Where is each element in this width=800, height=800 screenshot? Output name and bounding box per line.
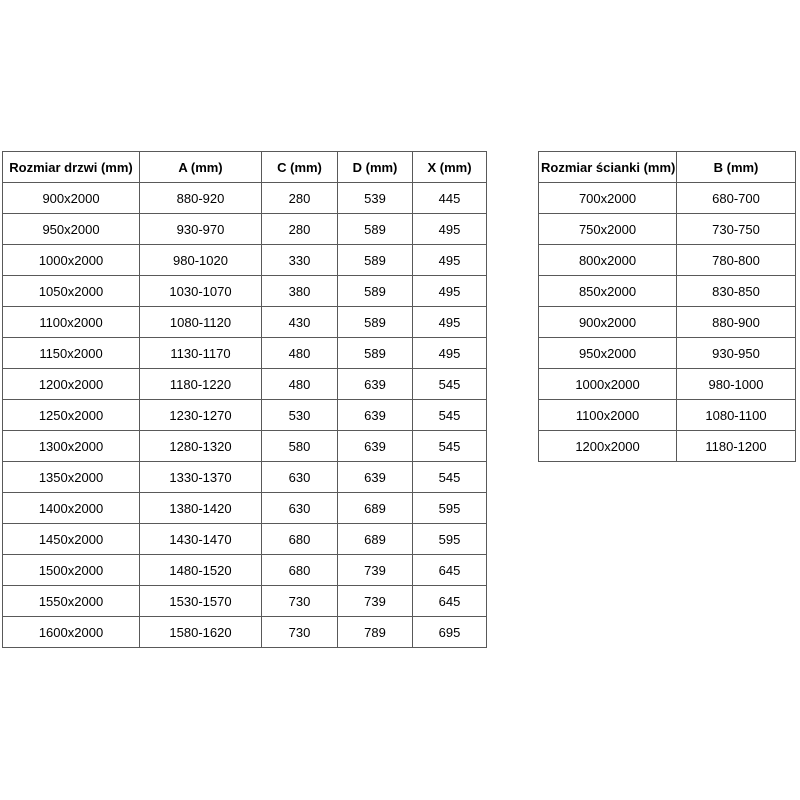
header-cell: X (mm)	[413, 152, 487, 183]
table-cell: 589	[338, 307, 413, 338]
table-cell: 380	[262, 276, 338, 307]
table-row	[3, 338, 487, 369]
table-cell: 730-750	[677, 214, 796, 245]
table-cell: 480	[262, 338, 338, 369]
table-cell: 1000x2000	[3, 245, 140, 276]
table-cell: 645	[413, 586, 487, 617]
table-row	[539, 183, 796, 214]
table-cell: 1200x2000	[3, 369, 140, 400]
header-cell: C (mm)	[262, 152, 338, 183]
table-cell: 1450x2000	[3, 524, 140, 555]
table-cell: 430	[262, 307, 338, 338]
table-row	[3, 183, 487, 214]
table-row	[3, 276, 487, 307]
table-cell: 880-920	[140, 183, 262, 214]
table-cell: 280	[262, 183, 338, 214]
table-cell: 589	[338, 276, 413, 307]
table-cell: 639	[338, 431, 413, 462]
table-row	[539, 400, 796, 431]
table-cell: 800x2000	[539, 245, 677, 276]
table-cell: 545	[413, 462, 487, 493]
table-cell: 495	[413, 307, 487, 338]
table-cell: 1080-1100	[677, 400, 796, 431]
table-cell: 1330-1370	[140, 462, 262, 493]
table-cell: 580	[262, 431, 338, 462]
table-cell: 730	[262, 586, 338, 617]
table-cell: 850x2000	[539, 276, 677, 307]
table-row	[539, 431, 796, 462]
table-cell: 1350x2000	[3, 462, 140, 493]
table-cell: 1130-1170	[140, 338, 262, 369]
table-cell: 589	[338, 214, 413, 245]
header-cell: B (mm)	[677, 152, 796, 183]
table-cell: 1600x2000	[3, 617, 140, 648]
table-cell: 639	[338, 369, 413, 400]
table-cell: 880-900	[677, 307, 796, 338]
table-cell: 445	[413, 183, 487, 214]
header-cell: Rozmiar ścianki (mm)	[539, 152, 677, 183]
table-cell: 730	[262, 617, 338, 648]
table-cell: 1150x2000	[3, 338, 140, 369]
table-cell: 1000x2000	[539, 369, 677, 400]
table-cell: 980-1020	[140, 245, 262, 276]
table-cell: 1180-1200	[677, 431, 796, 462]
table-cell: 930-950	[677, 338, 796, 369]
table-cell: 1500x2000	[3, 555, 140, 586]
table-cell: 930-970	[140, 214, 262, 245]
table-row	[539, 307, 796, 338]
table-cell: 739	[338, 586, 413, 617]
table-cell: 1300x2000	[3, 431, 140, 462]
table-row	[539, 245, 796, 276]
table-cell: 1480-1520	[140, 555, 262, 586]
table-cell: 545	[413, 400, 487, 431]
table-cell: 530	[262, 400, 338, 431]
table-row	[3, 214, 487, 245]
table-cell: 1200x2000	[539, 431, 677, 462]
table-cell: 950x2000	[539, 338, 677, 369]
table-cell: 780-800	[677, 245, 796, 276]
table-row	[3, 307, 487, 338]
table-cell: 950x2000	[3, 214, 140, 245]
table-cell: 1400x2000	[3, 493, 140, 524]
table-cell: 750x2000	[539, 214, 677, 245]
table-row	[539, 214, 796, 245]
table-cell: 545	[413, 369, 487, 400]
table-cell: 595	[413, 524, 487, 555]
table-cell: 1550x2000	[3, 586, 140, 617]
header-row	[539, 152, 796, 183]
table-row	[3, 369, 487, 400]
table-cell: 695	[413, 617, 487, 648]
table-cell: 545	[413, 431, 487, 462]
door-sizes-table	[2, 151, 487, 648]
table-cell: 680-700	[677, 183, 796, 214]
table-cell: 639	[338, 462, 413, 493]
table-cell: 1180-1220	[140, 369, 262, 400]
table-cell: 589	[338, 245, 413, 276]
table-row	[3, 617, 487, 648]
table-row	[539, 369, 796, 400]
table-cell: 495	[413, 245, 487, 276]
table-cell: 1230-1270	[140, 400, 262, 431]
table-cell: 1380-1420	[140, 493, 262, 524]
table-cell: 789	[338, 617, 413, 648]
table-cell: 1530-1570	[140, 586, 262, 617]
table-cell: 639	[338, 400, 413, 431]
table-cell: 700x2000	[539, 183, 677, 214]
table-cell: 630	[262, 462, 338, 493]
table-cell: 1050x2000	[3, 276, 140, 307]
table-cell: 680	[262, 555, 338, 586]
table-cell: 595	[413, 493, 487, 524]
table-cell: 1100x2000	[539, 400, 677, 431]
header-cell: A (mm)	[140, 152, 262, 183]
table-row	[3, 462, 487, 493]
table-cell: 495	[413, 214, 487, 245]
table-cell: 630	[262, 493, 338, 524]
table-cell: 589	[338, 338, 413, 369]
table-cell: 280	[262, 214, 338, 245]
table-cell: 689	[338, 524, 413, 555]
header-cell: Rozmiar drzwi (mm)	[3, 152, 140, 183]
table-cell: 330	[262, 245, 338, 276]
table-row	[3, 586, 487, 617]
table-row	[3, 245, 487, 276]
table-cell: 900x2000	[539, 307, 677, 338]
table-row	[3, 555, 487, 586]
table-cell: 1580-1620	[140, 617, 262, 648]
table-cell: 1280-1320	[140, 431, 262, 462]
table-row	[3, 493, 487, 524]
table-row	[3, 400, 487, 431]
table-cell: 1080-1120	[140, 307, 262, 338]
table-cell: 689	[338, 493, 413, 524]
table-cell: 980-1000	[677, 369, 796, 400]
table-cell: 1030-1070	[140, 276, 262, 307]
table-row	[539, 276, 796, 307]
table-cell: 739	[338, 555, 413, 586]
table-cell: 1430-1470	[140, 524, 262, 555]
table-row	[3, 431, 487, 462]
header-cell: D (mm)	[338, 152, 413, 183]
table-cell: 680	[262, 524, 338, 555]
header-row	[3, 152, 487, 183]
table-cell: 1250x2000	[3, 400, 140, 431]
table-cell: 900x2000	[3, 183, 140, 214]
table-cell: 539	[338, 183, 413, 214]
table-row	[539, 338, 796, 369]
table-cell: 495	[413, 276, 487, 307]
table-cell: 1100x2000	[3, 307, 140, 338]
table-cell: 495	[413, 338, 487, 369]
table-row	[3, 524, 487, 555]
table-cell: 830-850	[677, 276, 796, 307]
table-cell: 480	[262, 369, 338, 400]
wall-sizes-table	[538, 151, 796, 462]
table-cell: 645	[413, 555, 487, 586]
